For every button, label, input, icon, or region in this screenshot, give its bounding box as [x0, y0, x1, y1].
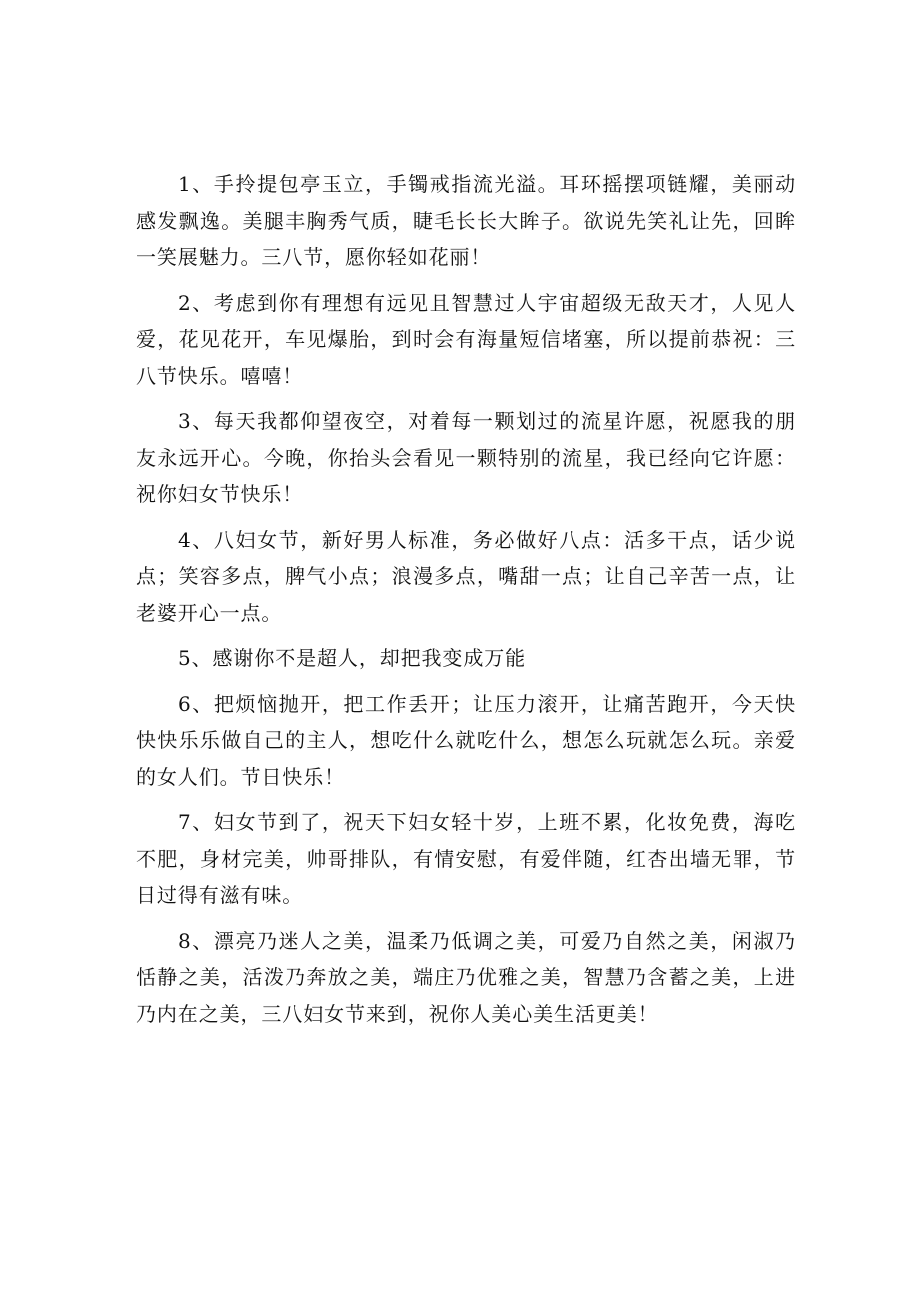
- paragraph-8: 8、漂亮乃迷人之美，温柔乃低调之美，可爱乃自然之美，闲淑乃恬静之美，活泼乃奔放之美，端庄乃优雅之美，智慧乃含蓄之美，上进乃内在之美，三八妇女节来到，祝你人美心美生活更美！: [136, 928, 796, 1026]
- document-body: [136, 166, 796, 1041]
- paragraph-5: 5、感谢你不是超人，却把我变成万能: [178, 646, 527, 670]
- paragraph-6: 6、把烦恼抛开，把工作丢开；让压力滚开，让痛苦跑开，今天快快快乐乐做自己的主人，想吃什么就吃什么，想怎么玩就怎么玩。亲爱的女人们。节日快乐！: [136, 691, 796, 789]
- paragraph-1: 1、手拎提包亭玉立，手镯戒指流光溢。耳环摇摆项链耀，美丽动感发飘逸。美腿丰胸秀气质，睫毛长长大眸子。欲说先笑礼让先，回眸一笑展魅力。三八节，愿你轻如花丽！: [136, 172, 796, 269]
- paragraph-7: 7、妇女节到了，祝天下妇女轻十岁，上班不累，化妆免费，海吃不肥，身材完美，帅哥排队，有情安慰，有爱伴随，红杏出墙无罪，节日过得有滋有味。: [136, 810, 796, 907]
- paragraph-3: 3、每天我都仰望夜空，对着每一颗划过的流星许愿，祝愿我的朋友永远开心。今晚，你抬头会看见一颗特别的流星，我已经向它许愿：祝你妇女节快乐！: [136, 409, 796, 506]
- paragraph-2: 2、考虑到你有理想有远见且智慧过人宇宙超级无敌天才，人见人爱，花见花开，车见爆胎，到时会有海量短信堵塞，所以提前恭祝：三八节快乐。嘻嘻！: [136, 290, 796, 388]
- paragraph-4: 4、八妇女节，新好男人标准，务必做好八点：活多干点，话少说点；笑容多点，脾气小点；浪漫多点，嘴甜一点；让自己辛苦一点，让老婆开心一点。: [136, 527, 796, 625]
